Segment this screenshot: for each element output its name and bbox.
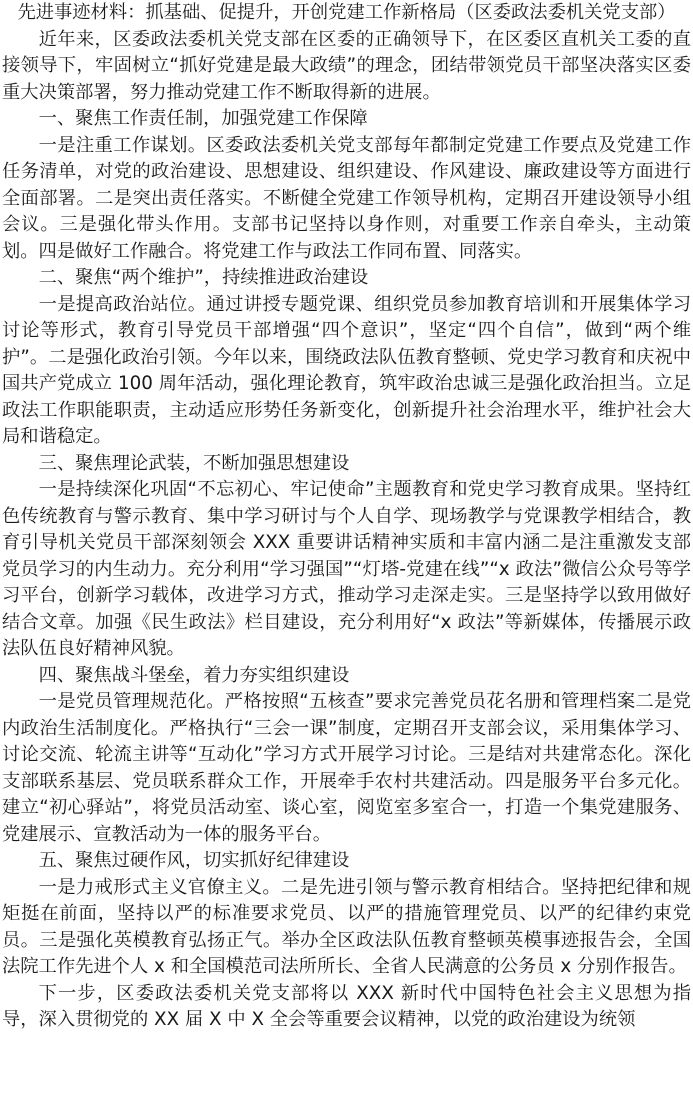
body-paragraph-4: 一是持续深化巩固“不忘初心、牢记使命”主题教育和党史学习教育成果。坚持红色传统教育与警示教育、集中学习研讨与个人自学、现场教学与党课教学相结合，教育引导机关党员干部深刻领会 XXX 重要讲话精神实质和丰富内涵二是注重激发支部党员学习的内生动力。充分利用“学习强国”“灯塔-党建在线”“x 政法”微信公众号等学习平台，创新学习载体，改进学习方式，推动学习走深走实。三是坚持学以致用做好结合文章。加强《民生政法》栏目建设，充分利用好“x 政法”等新媒体，传播展示政法队伍良好精神风貌。 [2,479,691,659]
body-paragraph-6: 一是力戒形式主义官僚主义。二是先进引领与警示教育相结合。坚持把纪律和规矩挺在前面，坚持以严的标准要求党员、以严的措施管理党员、以严的纪律约束党员。三是强化英模教育弘扬正气。举办全区政法队伍教育整顿英模事迹报告会，全国法院工作先进个人 x 和全国模范司法所所长、全省人民满意的公务员 x 分别作报告。 [2,876,691,977]
body-paragraph-2: 一是注重工作谋划。区委政法委机关党支部每年都制定党建工作要点及党建工作任务清单，对党的政治建设、思想建设、组织建设、作风建设、廉政建设等方面进行全面部署。二是突出责任落实。不断健全党建工作领导机构，定期召开建设领导小组会议。三是强化带头作用。支部书记坚持以身作则，对重要工作亲自牵头，主动策划。四是做好工作融合。将党建工作与政法工作同布置、同落实。 [2,134,691,262]
section-heading-5: 五、聚焦过硬作风，切实抓好纪律建设 [38,850,350,871]
body-paragraph-3: 一是提高政治站位。通过讲授专题党课、组织党员参加教育培训和开展集体学习讨论等形式，教育引导党员干部增强“四个意识”，坚定“四个自信”，做到“两个维护”。二是强化政治引领。今年以来，围绕政法队伍教育整顿、党史学习教育和庆祝中国共产党成立 100 周年活动，强化理论教育，筑牢政治忠诚三是强化政治担当。立足政法工作职能职责，主动适应形势任务新变化，创新提升社会治理水平，维护社会大局和谐稳定。 [2,293,691,447]
section-heading-2: 二、聚焦“两个维护”，持续推进政治建设 [38,267,369,288]
body-paragraph-5: 一是党员管理规范化。严格按照“五核查”要求完善党员花名册和管理档案二是党内政治生活制度化。严格执行“三会一课”制度，定期召开支部会议，采用集体学习、讨论交流、轮流主讲等“互动化”学习方式开展学习讨论。三是结对共建常态化。深化支部联系基层、党员联系群众工作，开展牵手农村共建活动。四是服务平台多元化。建立“初心驿站”，将党员活动室、谈心室，阅览室多室合一，打造一个集党建服务、党建展示、宣教活动为一体的服务平台。 [2,691,691,845]
section-heading-4: 四、聚焦战斗堡垒，着力夯实组织建设 [38,664,350,686]
document-title: 先进事迹材料：抓基础、促提升，开创党建工作新格局（区委政法委机关党支部） [17,2,676,23]
section-heading-3: 三、聚焦理论武装，不断加强思想建设 [38,452,350,474]
section-heading-1: 一、聚焦工作责任制，加强党建工作保障 [38,108,368,129]
body-paragraph-7: 下一步，区委政法委机关党支部将以 XXX 新时代中国特色社会主义思想为指导，深入贯彻党的 XX 届 X 中 X 全会等重要会议精神，以党的政治建设为统领 [2,982,691,1030]
body-paragraph-1: 近年来，区委政法委机关党支部在区委的正确领导下，在区委区直机关工委的直接领导下，牢固树立“抓好党建是最大政绩”的理念，团结带领党员干部坚决落实区委重大决策部署，努力推动党建工作不断取得新的进展。 [2,28,691,103]
document-body [0,27,693,1034]
